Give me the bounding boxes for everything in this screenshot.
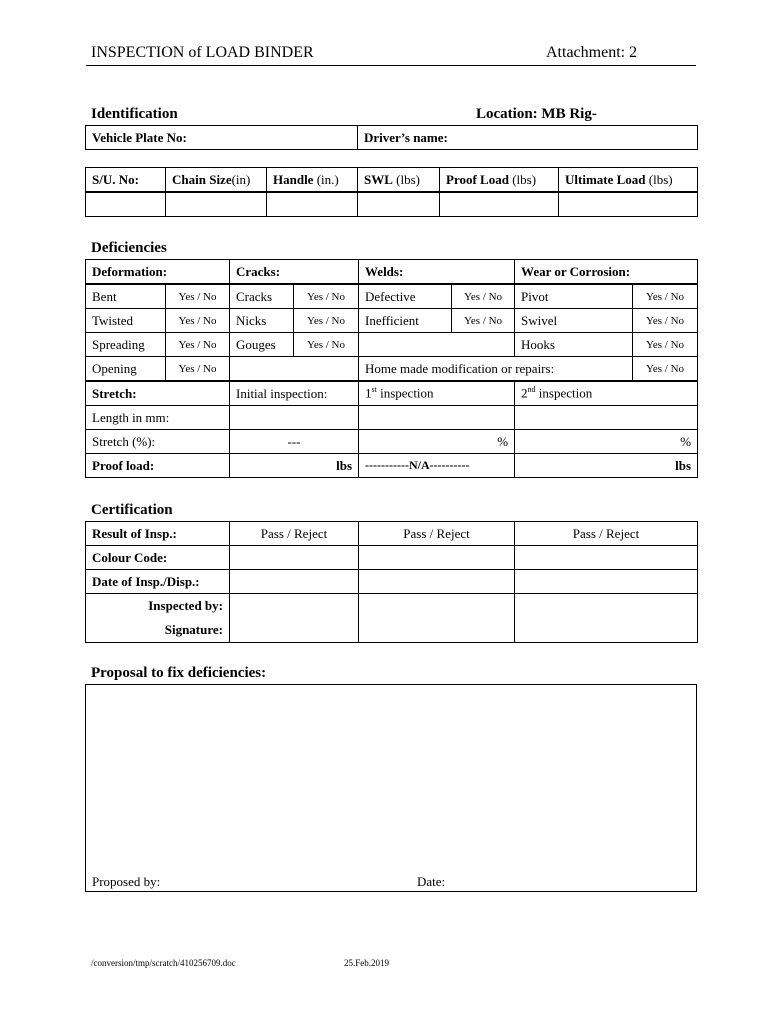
swl-cell[interactable]	[358, 192, 440, 217]
document-title: INSPECTION of LOAD BINDER	[91, 44, 314, 61]
stretch-label: Stretch:	[86, 381, 230, 406]
chain-size-header: Chain Size(in)	[166, 168, 267, 193]
category-cracks: Cracks:	[230, 260, 359, 285]
yes-no-hooks[interactable]: Yes / No	[633, 333, 698, 357]
yes-no-spreading[interactable]: Yes / No	[166, 333, 230, 357]
stretch-first-cell[interactable]: %	[359, 430, 515, 454]
category-welds: Welds:	[359, 260, 515, 285]
proof-load-header: Proof Load (lbs)	[440, 168, 559, 193]
category-wear-corrosion: Wear or Corrosion:	[515, 260, 698, 285]
colour-code-second[interactable]	[515, 546, 698, 570]
colour-code-first[interactable]	[359, 546, 515, 570]
yes-no-swivel[interactable]: Yes / No	[633, 309, 698, 333]
footer-date: 25.Feb.2019	[344, 958, 389, 968]
yes-no-homemade[interactable]: Yes / No	[633, 357, 698, 382]
yes-no-cracks[interactable]: Yes / No	[294, 284, 359, 309]
certification-heading: Certification	[91, 502, 173, 518]
item-twisted: Twisted	[86, 309, 166, 333]
date-first[interactable]	[359, 570, 515, 594]
length-second-cell[interactable]	[515, 406, 698, 430]
inspected-by-label: Inspected by:	[148, 598, 223, 613]
proposal-date-label: Date:	[417, 874, 446, 889]
result-label: Result of Insp.:	[86, 522, 230, 546]
result-initial[interactable]: Pass / Reject	[230, 522, 359, 546]
yes-no-gouges[interactable]: Yes / No	[294, 333, 359, 357]
handle-cell[interactable]	[267, 192, 358, 217]
date-label: Date of Insp./Disp.:	[86, 570, 230, 594]
inspected-signature-label	[86, 594, 230, 643]
date-initial[interactable]	[230, 570, 359, 594]
yes-no-bent[interactable]: Yes / No	[166, 284, 230, 309]
length-first-cell[interactable]	[359, 406, 515, 430]
location-label: Location: MB Rig-	[476, 106, 597, 122]
signature-initial[interactable]	[230, 594, 359, 643]
item-homemade: Home made modification or repairs:	[359, 357, 633, 382]
item-cracks: Cracks	[230, 284, 294, 309]
ultimate-load-cell[interactable]	[559, 192, 698, 217]
item-hooks: Hooks	[515, 333, 633, 357]
vehicle-plate-field[interactable]: Vehicle Plate No:	[86, 126, 358, 150]
colour-code-label: Colour Code:	[86, 546, 230, 570]
initial-inspection-header: Initial inspection:	[230, 381, 359, 406]
signature-second[interactable]	[515, 594, 698, 643]
su-number-header: S/U. No:	[86, 168, 166, 193]
stretch-initial-cell: ---	[230, 430, 359, 454]
proof-load-first-cell: -----------N/A----------	[359, 454, 515, 478]
driver-name-field[interactable]: Driver’s name:	[358, 126, 698, 150]
item-defective: Defective	[359, 284, 452, 309]
item-spreading: Spreading	[86, 333, 166, 357]
footer-file-path: /conversion/tmp/scratch/410256709.doc	[91, 958, 236, 968]
second-inspection-header: 2nd inspection	[515, 381, 698, 406]
category-deformation: Deformation:	[86, 260, 230, 285]
colour-code-initial[interactable]	[230, 546, 359, 570]
first-inspection-header: 1st inspection	[359, 381, 515, 406]
certification-table	[85, 521, 698, 643]
proof-load-second-cell[interactable]: lbs	[515, 454, 698, 478]
proof-load-initial-cell[interactable]: lbs	[230, 454, 359, 478]
header-rule	[86, 65, 696, 66]
proof-load-label: Proof load:	[86, 454, 230, 478]
stretch-second-cell[interactable]: %	[515, 430, 698, 454]
yes-no-opening[interactable]: Yes / No	[166, 357, 230, 382]
date-second[interactable]	[515, 570, 698, 594]
item-opening: Opening	[86, 357, 166, 382]
stretch-percent-label: Stretch (%):	[86, 430, 230, 454]
welds-empty-cell	[359, 333, 515, 357]
item-inefficient: Inefficient	[359, 309, 452, 333]
result-second[interactable]: Pass / Reject	[515, 522, 698, 546]
identification-table	[85, 125, 698, 150]
proposal-box[interactable]	[85, 684, 697, 892]
ultimate-load-header: Ultimate Load (lbs)	[559, 168, 698, 193]
signature-label: Signature:	[164, 622, 223, 637]
attachment-label: Attachment: 2	[546, 44, 638, 61]
yes-no-twisted[interactable]: Yes / No	[166, 309, 230, 333]
chain-size-cell[interactable]	[166, 192, 267, 217]
yes-no-nicks[interactable]: Yes / No	[294, 309, 359, 333]
item-gouges: Gouges	[230, 333, 294, 357]
su-number-cell[interactable]	[86, 192, 166, 217]
deficiencies-heading: Deficiencies	[91, 240, 167, 256]
item-bent: Bent	[86, 284, 166, 309]
handle-header: Handle (in.)	[267, 168, 358, 193]
proposed-by-label: Proposed by:	[92, 874, 161, 889]
signature-first[interactable]	[359, 594, 515, 643]
yes-no-pivot[interactable]: Yes / No	[633, 284, 698, 309]
spec-table	[85, 167, 698, 217]
item-pivot: Pivot	[515, 284, 633, 309]
length-label: Length in mm:	[86, 406, 230, 430]
identification-heading: Identification	[91, 106, 178, 122]
item-swivel: Swivel	[515, 309, 633, 333]
proposal-heading: Proposal to fix deficiencies:	[91, 665, 267, 681]
swl-header: SWL (lbs)	[358, 168, 440, 193]
yes-no-defective[interactable]: Yes / No	[452, 284, 515, 309]
length-initial-cell[interactable]	[230, 406, 359, 430]
result-first[interactable]: Pass / Reject	[359, 522, 515, 546]
proof-load-cell[interactable]	[440, 192, 559, 217]
yes-no-inefficient[interactable]: Yes / No	[452, 309, 515, 333]
deficiencies-table	[85, 259, 698, 478]
cracks-empty-cell	[230, 357, 359, 382]
item-nicks: Nicks	[230, 309, 294, 333]
